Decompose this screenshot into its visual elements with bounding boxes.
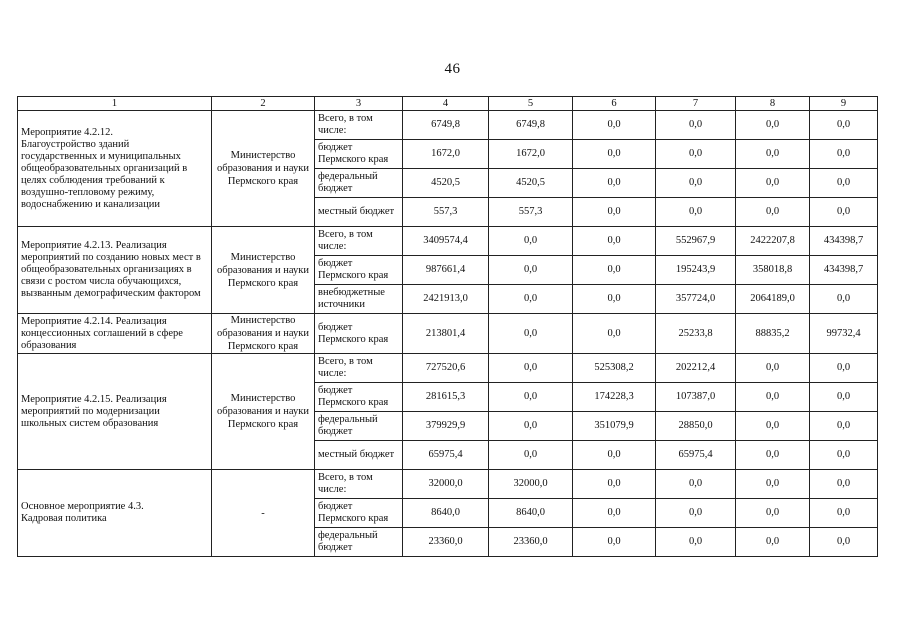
amount-cell: 8640,0 xyxy=(403,499,489,528)
amount-cell: 557,3 xyxy=(403,198,489,227)
funding-source: бюджет Пермского края xyxy=(315,383,403,412)
amount-cell: 0,0 xyxy=(489,383,573,412)
funding-source: Всего, в том числе: xyxy=(315,354,403,383)
funding-source: Всего, в том числе: xyxy=(315,470,403,499)
amount-cell: 65975,4 xyxy=(403,441,489,470)
amount-cell: 358018,8 xyxy=(736,256,810,285)
amount-cell: 0,0 xyxy=(489,314,573,354)
column-number: 3 xyxy=(315,97,403,111)
amount-cell: 0,0 xyxy=(656,198,736,227)
activity-name: Мероприятие 4.2.15. Реализация мероприятий по модернизации школьных систем образования xyxy=(18,354,212,470)
amount-cell: 32000,0 xyxy=(403,470,489,499)
amount-cell: 281615,3 xyxy=(403,383,489,412)
amount-cell: 0,0 xyxy=(736,499,810,528)
amount-cell: 6749,8 xyxy=(489,111,573,140)
amount-cell: 202212,4 xyxy=(656,354,736,383)
amount-cell: 0,0 xyxy=(736,140,810,169)
amount-cell: 557,3 xyxy=(489,198,573,227)
column-number: 6 xyxy=(573,97,656,111)
amount-cell: 0,0 xyxy=(810,354,878,383)
amount-cell: 0,0 xyxy=(573,198,656,227)
amount-cell: 1672,0 xyxy=(489,140,573,169)
funding-source: Всего, в том числе: xyxy=(315,227,403,256)
amount-cell: 0,0 xyxy=(736,198,810,227)
amount-cell: 0,0 xyxy=(736,111,810,140)
page-number: 46 xyxy=(444,61,461,77)
amount-cell: 727520,6 xyxy=(403,354,489,383)
amount-cell: 2064189,0 xyxy=(736,285,810,314)
amount-cell: 0,0 xyxy=(736,528,810,557)
amount-cell: 195243,9 xyxy=(656,256,736,285)
amount-cell: 99732,4 xyxy=(810,314,878,354)
amount-cell: 0,0 xyxy=(489,285,573,314)
amount-cell: 8640,0 xyxy=(489,499,573,528)
column-number: 7 xyxy=(656,97,736,111)
amount-cell: 1672,0 xyxy=(403,140,489,169)
amount-cell: 0,0 xyxy=(573,528,656,557)
funding-source: бюджет Пермского края xyxy=(315,314,403,354)
amount-cell: 0,0 xyxy=(573,169,656,198)
amount-cell: 0,0 xyxy=(736,383,810,412)
column-number: 2 xyxy=(212,97,315,111)
amount-cell: 23360,0 xyxy=(489,528,573,557)
funding-source: местный бюджет xyxy=(315,441,403,470)
executor-name: - xyxy=(212,470,315,557)
amount-cell: 0,0 xyxy=(573,470,656,499)
amount-cell: 379929,9 xyxy=(403,412,489,441)
amount-cell: 0,0 xyxy=(810,198,878,227)
amount-cell: 0,0 xyxy=(810,528,878,557)
activity-name: Мероприятие 4.2.13. Реализация мероприятий по созданию новых мест в общеобразовательных организациях в связи с ростом числа обучающихся, вызванным демографическим фактором xyxy=(18,227,212,314)
amount-cell: 0,0 xyxy=(489,227,573,256)
funding-source: бюджет Пермского края xyxy=(315,256,403,285)
amount-cell: 434398,7 xyxy=(810,227,878,256)
amount-cell: 0,0 xyxy=(656,528,736,557)
activity-name: Мероприятие 4.2.14. Реализация концессионных соглашений в сфере образования xyxy=(18,314,212,354)
budget-table xyxy=(17,96,878,557)
executor-name: Министерство образования и науки Пермского края xyxy=(212,354,315,470)
funding-source: бюджет Пермского края xyxy=(315,499,403,528)
executor-name: Министерство образования и науки Пермского края xyxy=(212,227,315,314)
amount-cell: 0,0 xyxy=(810,470,878,499)
table-row xyxy=(18,314,878,354)
table-row xyxy=(18,354,878,383)
table-row xyxy=(18,227,878,256)
funding-source: местный бюджет xyxy=(315,198,403,227)
amount-cell: 0,0 xyxy=(573,227,656,256)
table-row xyxy=(18,470,878,499)
amount-cell: 32000,0 xyxy=(489,470,573,499)
amount-cell: 0,0 xyxy=(810,499,878,528)
amount-cell: 351079,9 xyxy=(573,412,656,441)
funding-source: бюджет Пермского края xyxy=(315,140,403,169)
amount-cell: 0,0 xyxy=(656,140,736,169)
table-row xyxy=(18,111,878,140)
amount-cell: 0,0 xyxy=(736,412,810,441)
amount-cell: 174228,3 xyxy=(573,383,656,412)
funding-source: федеральный бюджет xyxy=(315,528,403,557)
amount-cell: 357724,0 xyxy=(656,285,736,314)
amount-cell: 23360,0 xyxy=(403,528,489,557)
amount-cell: 0,0 xyxy=(656,169,736,198)
amount-cell: 0,0 xyxy=(736,441,810,470)
column-number-row xyxy=(18,97,878,111)
amount-cell: 0,0 xyxy=(810,383,878,412)
amount-cell: 0,0 xyxy=(736,354,810,383)
amount-cell: 0,0 xyxy=(573,111,656,140)
amount-cell: 552967,9 xyxy=(656,227,736,256)
amount-cell: 987661,4 xyxy=(403,256,489,285)
amount-cell: 0,0 xyxy=(489,256,573,285)
amount-cell: 0,0 xyxy=(573,285,656,314)
amount-cell: 0,0 xyxy=(810,140,878,169)
amount-cell: 0,0 xyxy=(573,314,656,354)
amount-cell: 0,0 xyxy=(573,256,656,285)
amount-cell: 0,0 xyxy=(489,354,573,383)
executor-name: Министерство образования и науки Пермского края xyxy=(212,314,315,354)
amount-cell: 0,0 xyxy=(573,499,656,528)
amount-cell: 6749,8 xyxy=(403,111,489,140)
funding-source: федеральный бюджет xyxy=(315,412,403,441)
amount-cell: 65975,4 xyxy=(656,441,736,470)
amount-cell: 0,0 xyxy=(810,441,878,470)
amount-cell: 107387,0 xyxy=(656,383,736,412)
amount-cell: 28850,0 xyxy=(656,412,736,441)
amount-cell: 2422207,8 xyxy=(736,227,810,256)
column-number: 8 xyxy=(736,97,810,111)
column-number: 1 xyxy=(18,97,212,111)
amount-cell: 0,0 xyxy=(810,412,878,441)
activity-name: Мероприятие 4.2.12. Благоустройство зданий государственных и муниципальных общеобразовательных организаций в целях соблюдения требований к воздушно-тепловому режиму, водоснабжению и канализации xyxy=(18,111,212,227)
amount-cell: 525308,2 xyxy=(573,354,656,383)
amount-cell: 0,0 xyxy=(656,470,736,499)
amount-cell: 0,0 xyxy=(736,169,810,198)
amount-cell: 0,0 xyxy=(736,470,810,499)
amount-cell: 0,0 xyxy=(656,499,736,528)
column-number: 5 xyxy=(489,97,573,111)
amount-cell: 0,0 xyxy=(810,285,878,314)
amount-cell: 0,0 xyxy=(489,412,573,441)
amount-cell: 0,0 xyxy=(810,111,878,140)
amount-cell: 0,0 xyxy=(573,441,656,470)
amount-cell: 4520,5 xyxy=(403,169,489,198)
amount-cell: 88835,2 xyxy=(736,314,810,354)
amount-cell: 0,0 xyxy=(573,140,656,169)
funding-source: федеральный бюджет xyxy=(315,169,403,198)
amount-cell: 2421913,0 xyxy=(403,285,489,314)
amount-cell: 0,0 xyxy=(489,441,573,470)
amount-cell: 3409574,4 xyxy=(403,227,489,256)
amount-cell: 213801,4 xyxy=(403,314,489,354)
amount-cell: 434398,7 xyxy=(810,256,878,285)
column-number: 9 xyxy=(810,97,878,111)
funding-source: внебюджетные источники xyxy=(315,285,403,314)
column-number: 4 xyxy=(403,97,489,111)
amount-cell: 0,0 xyxy=(810,169,878,198)
table-body xyxy=(18,111,878,557)
amount-cell: 25233,8 xyxy=(656,314,736,354)
executor-name: Министерство образования и науки Пермского края xyxy=(212,111,315,227)
amount-cell: 4520,5 xyxy=(489,169,573,198)
funding-source: Всего, в том числе: xyxy=(315,111,403,140)
activity-name: Основное мероприятие 4.3. Кадровая политика xyxy=(18,470,212,557)
amount-cell: 0,0 xyxy=(656,111,736,140)
